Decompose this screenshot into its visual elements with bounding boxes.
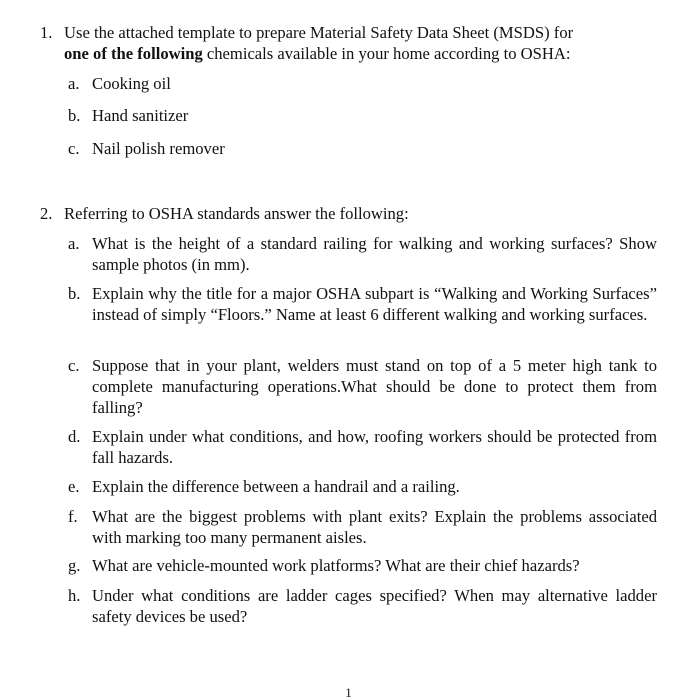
list-item-text: Under what conditions are ladder cages specified? When may alternative ladder safety devices be used? — [92, 586, 657, 626]
list-item-letter: e. — [68, 477, 80, 496]
question-text-line — [64, 43, 660, 64]
question-text-rest: chemicals available in your home according to OSHA: — [202, 44, 571, 63]
question-number: 2. — [40, 204, 53, 223]
list-item-letter: d. — [68, 427, 81, 446]
list-item-letter: g. — [68, 556, 81, 575]
list-item-text: What are the biggest problems with plant exits? Explain the problems associated with marking too many permanent aisles. — [92, 507, 657, 547]
list-item-letter: a. — [68, 74, 80, 93]
list-item-letter: b. — [68, 284, 81, 303]
list-item-text: Explain the difference between a handrail and a railing. — [92, 477, 460, 496]
question-text-line: Use the attached template to prepare Material Safety Data Sheet (MSDS) for — [64, 23, 574, 42]
question-number: 1. — [40, 23, 53, 42]
list-item-text: Nail polish remover — [92, 139, 225, 158]
list-item-text: What are vehicle-mounted work platforms? What are their chief hazards? — [92, 556, 580, 575]
list-item-text: Hand sanitizer — [92, 106, 189, 125]
list-item-letter: a. — [68, 234, 80, 253]
question-text: Referring to OSHA standards answer the following: — [64, 204, 409, 223]
list-item-letter: c. — [68, 356, 80, 375]
list-item-letter: b. — [68, 106, 81, 125]
list-item-text: Suppose that in your plant, welders must stand on top of a 5 meter high tank to complete manufacturing operations.What should be done to protect them from falling? — [92, 356, 657, 417]
list-item-text: Cooking oil — [92, 74, 171, 93]
list-item-letter: h. — [68, 586, 81, 605]
question-text — [64, 22, 660, 64]
list-item-text: What is the height of a standard railing for walking and working surfaces? Show sample photos (in mm). — [92, 234, 657, 274]
list-item-letter: f. — [68, 507, 78, 526]
page-number: 1 — [345, 685, 352, 700]
emphasis-text: one of the following — [64, 44, 203, 63]
list-item-text: Explain why the title for a major OSHA subpart is “Walking and Working Surfaces” instead of simply “Floors.” Name at least 6 different walking and working surfaces. — [92, 284, 657, 324]
list-item-letter: c. — [68, 139, 80, 158]
list-item-text: Explain under what conditions, and how, roofing workers should be protected from fall hazards. — [92, 427, 657, 467]
